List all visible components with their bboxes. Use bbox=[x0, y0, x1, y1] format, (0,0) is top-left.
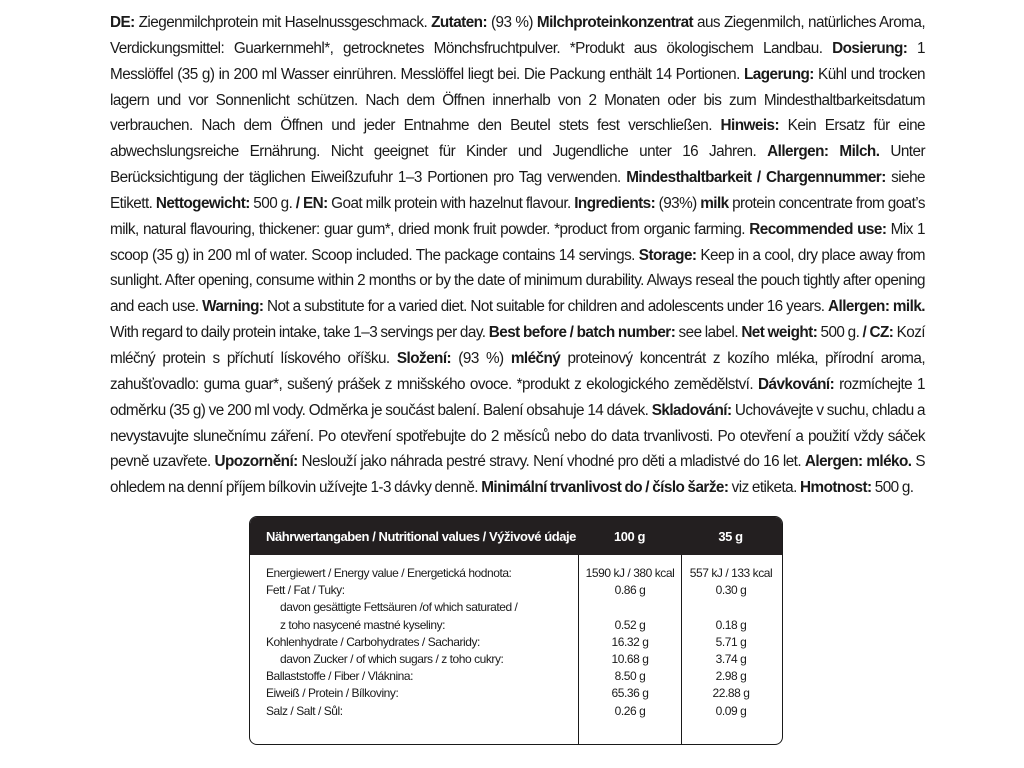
values-100g-column bbox=[578, 555, 681, 745]
label-text-segment: (93 %) bbox=[451, 349, 511, 367]
label-text-segment: Kühl und trocken lagern und vor Sonnenlicht schützen. Nach dem Öffnen innerhalb von 2 Monaten oder bis zum Mindesthaltbarkeitsdatum verbrauchen. Nach dem Öffnen und jeder Entnahme den Beutel stets fest verschließen. bbox=[110, 65, 925, 135]
nutrient-value-35g: 0.18 g bbox=[715, 617, 747, 632]
label-text-segment: Not a substitute for a varied diet. Not suitable for children and adolescents under 16 years. bbox=[263, 298, 829, 316]
label-text-bold-segment: Warning: bbox=[202, 298, 264, 316]
label-text-segment: Keep in a cool, dry place away from sunlight. After opening, consume within 2 months or by the date of minimum durability. Always reseal the pouch tightly after opening and each use. bbox=[110, 246, 925, 316]
label-text-bold-segment: Best before / batch number: bbox=[488, 324, 676, 342]
label-text-bold-segment: Allergen: Milch. bbox=[767, 143, 880, 161]
label-text-segment: (93%) bbox=[655, 194, 701, 212]
label-text-bold-segment: Storage: bbox=[638, 246, 697, 264]
nutrient-value-35g: 5.71 g bbox=[715, 634, 747, 649]
label-text-bold-segment: Recommended use: bbox=[749, 220, 887, 238]
nutrition-table-header bbox=[250, 517, 782, 555]
nutrient-label: davon gesättigte Fettsäuren /of which saturated / bbox=[280, 600, 518, 615]
label-text-bold-segment: Skladování: bbox=[651, 401, 732, 419]
label-text-segment: 500 g. bbox=[249, 194, 296, 212]
label-text-segment: protein concentrate from goat’s milk, natural flavouring, thickener: guar gum*, dried monk fruit powder. *product from organic farming. bbox=[110, 194, 925, 238]
nutrient-label: davon Zucker / of which sugars / z toho cukry: bbox=[280, 651, 504, 666]
label-text-bold-segment: Allergen: milk. bbox=[828, 298, 925, 316]
label-text-segment: Neslouží jako náhrada pestré stravy. Není vhodné pro děti a mladistvé do 16 let. bbox=[297, 453, 805, 471]
nutrient-value-100g: 0.86 g bbox=[614, 583, 646, 598]
label-text-segment: Ziegenmilchprotein mit Haselnussgeschmack. bbox=[134, 14, 432, 31]
label-text-segment: S ohledem na denní příjem bílkovin užívejte 1-3 dávky denně. bbox=[110, 453, 925, 497]
label-text-segment: Mix 1 scoop (35 g) in 200 ml of water. Scoop included. The package contains 14 servings. bbox=[110, 220, 925, 264]
nutrient-label: Ballaststoffe / Fiber / Vláknina: bbox=[266, 669, 414, 684]
label-text-bold-segment: Složení: bbox=[396, 349, 452, 367]
label-text-segment: 500 g. bbox=[871, 479, 914, 497]
label-text-segment: proteinový koncentrát z kozího mléka, přírodní aroma, zahušťovadlo: guma guar*, sušený prášek z mnišského ovoce. *produkt z ekologického zemědělství. bbox=[110, 349, 926, 393]
nutrient-value-35g: 2.98 g bbox=[715, 669, 747, 684]
label-text-bold-segment: Hmotnost: bbox=[800, 479, 872, 497]
label-text-bold-segment: Hinweis: bbox=[720, 117, 780, 135]
label-text-bold-segment: Ingredients: bbox=[574, 194, 656, 212]
label-text-segment: viz etiketa. bbox=[728, 479, 801, 497]
label-text-segment: Goat milk protein with hazelnut flavour. bbox=[327, 194, 575, 212]
label-text-bold-segment: Mindesthaltbarkeit / Chargennummer: bbox=[626, 169, 886, 187]
values-35g-column bbox=[681, 555, 780, 745]
label-text-bold-segment: mléčný bbox=[510, 349, 561, 367]
label-text-bold-segment: milk bbox=[700, 194, 729, 212]
nutrient-label: Fett / Fat / Tuky: bbox=[266, 583, 345, 598]
label-text-segment: Kein Ersatz für eine abwechslungsreiche Ernährung. Nicht geeignet für Kinder und Jugendliche unter 16 Jahren. bbox=[110, 117, 925, 161]
label-text-segment: siehe Etikett. bbox=[110, 169, 926, 212]
label-text-segment: rozmíchejte 1 odměrku (35 g) ve 200 ml vody. Odměrka je součást balení. Balení obsahuje 14 dávek. bbox=[110, 375, 926, 419]
nutrient-value-35g: 557 kJ / 133 kcal bbox=[689, 566, 773, 580]
label-text-segment: aus Ziegenmilch, natürliches Aroma, Verdickungsmittel: Guarkernmehl*, getrocknetes Mönchsfruchtpulver. *Produkt aus ökologischem Landbau. bbox=[110, 14, 926, 57]
nutrient-label: Kohlenhydrate / Carbohydrates / Sacharidy: bbox=[266, 634, 480, 649]
label-text-segment: (93 %) bbox=[487, 14, 537, 31]
label-text-bold-segment: / EN: bbox=[295, 194, 328, 212]
label-text-segment: see label. bbox=[675, 324, 742, 342]
nutrient-value-100g bbox=[579, 599, 681, 616]
nutrient-value-100g: 10.68 g bbox=[611, 651, 649, 666]
label-text-segment: Uchovávejte v suchu, chladu a nevystavujte slunečnímu záření. Po otevření spotřebujte do 2 měsíců nebo do data trvanlivosti. Po otevření a použití vždy sáček pevně uzavřete. bbox=[110, 401, 925, 471]
nutrient-value-100g: 0.52 g bbox=[614, 617, 646, 632]
header-100g: 100 g bbox=[614, 528, 645, 544]
labels-column bbox=[250, 555, 578, 745]
label-text-bold-segment: / CZ: bbox=[862, 324, 894, 342]
header-label: Nährwertangaben / Nutritional values / Výživové údaje bbox=[266, 528, 576, 544]
nutrient-value-100g: 0.26 g bbox=[614, 703, 646, 718]
nutrient-label: Energiewert / Energy value / Energetická hodnota: bbox=[266, 566, 512, 580]
nutrient-label: Eiweiß / Protein / Bílkoviny: bbox=[266, 686, 399, 701]
label-text-bold-segment: Upozornění: bbox=[214, 453, 298, 471]
label-text-segment: 1 Messlöffel (35 g) in 200 ml Wasser einrühren. Messlöffel liegt bei. Die Packung enthält 14 Portionen. bbox=[110, 39, 925, 83]
label-text-bold-segment: Net weight: bbox=[741, 324, 818, 342]
label-text-bold-segment: Dávkování: bbox=[758, 375, 835, 393]
label-text-bold-segment: Lagerung: bbox=[744, 65, 814, 83]
label-text-segment: Unter Berücksichtigung der täglichen Eiweißzufuhr 1–3 Portionen pro Tag verwenden. bbox=[110, 143, 926, 187]
nutrient-value-100g: 1590 kJ / 380 kcal bbox=[585, 566, 675, 580]
label-text-bold-segment: Nettogewicht: bbox=[155, 194, 250, 212]
nutrient-label: z toho nasycené mastné kyseliny: bbox=[280, 617, 446, 632]
nutrient-value-35g bbox=[682, 599, 780, 616]
label-text-segment: 500 g. bbox=[817, 324, 863, 342]
label-text-bold-segment: Dosierung: bbox=[832, 39, 908, 57]
label-text-bold-segment: Zutaten: bbox=[431, 14, 488, 31]
label-text-segment: With regard to daily protein intake, take 1–3 servings per day. bbox=[110, 324, 489, 342]
header-35g: 35 g bbox=[718, 528, 743, 544]
label-text-bold-segment: Alergen: mléko. bbox=[804, 453, 912, 471]
label-text-segment: Kozí mléčný protein s příchutí lískového oříšku. bbox=[110, 324, 926, 367]
label-text-bold-segment: DE: bbox=[110, 14, 135, 31]
nutrient-value-35g: 3.74 g bbox=[715, 651, 747, 666]
nutrition-table bbox=[249, 516, 783, 745]
nutrient-value-100g: 8.50 g bbox=[614, 669, 646, 684]
nutrient-label: Salz / Salt / Sůl: bbox=[266, 703, 343, 718]
nutrient-value-100g: 65.36 g bbox=[611, 686, 649, 701]
nutrient-value-35g: 22.88 g bbox=[712, 686, 750, 701]
label-text-bold-segment: Milchproteinkonzentrat bbox=[536, 14, 694, 31]
label-text-bold-segment: Minimální trvanlivost do / číslo šarže: bbox=[481, 479, 729, 497]
nutrient-value-35g: 0.09 g bbox=[715, 703, 747, 718]
nutrition-table-body bbox=[250, 555, 782, 745]
label-text-block bbox=[110, 10, 925, 501]
nutrient-value-100g: 16.32 g bbox=[611, 634, 649, 649]
nutrient-value-35g: 0.30 g bbox=[715, 583, 747, 598]
